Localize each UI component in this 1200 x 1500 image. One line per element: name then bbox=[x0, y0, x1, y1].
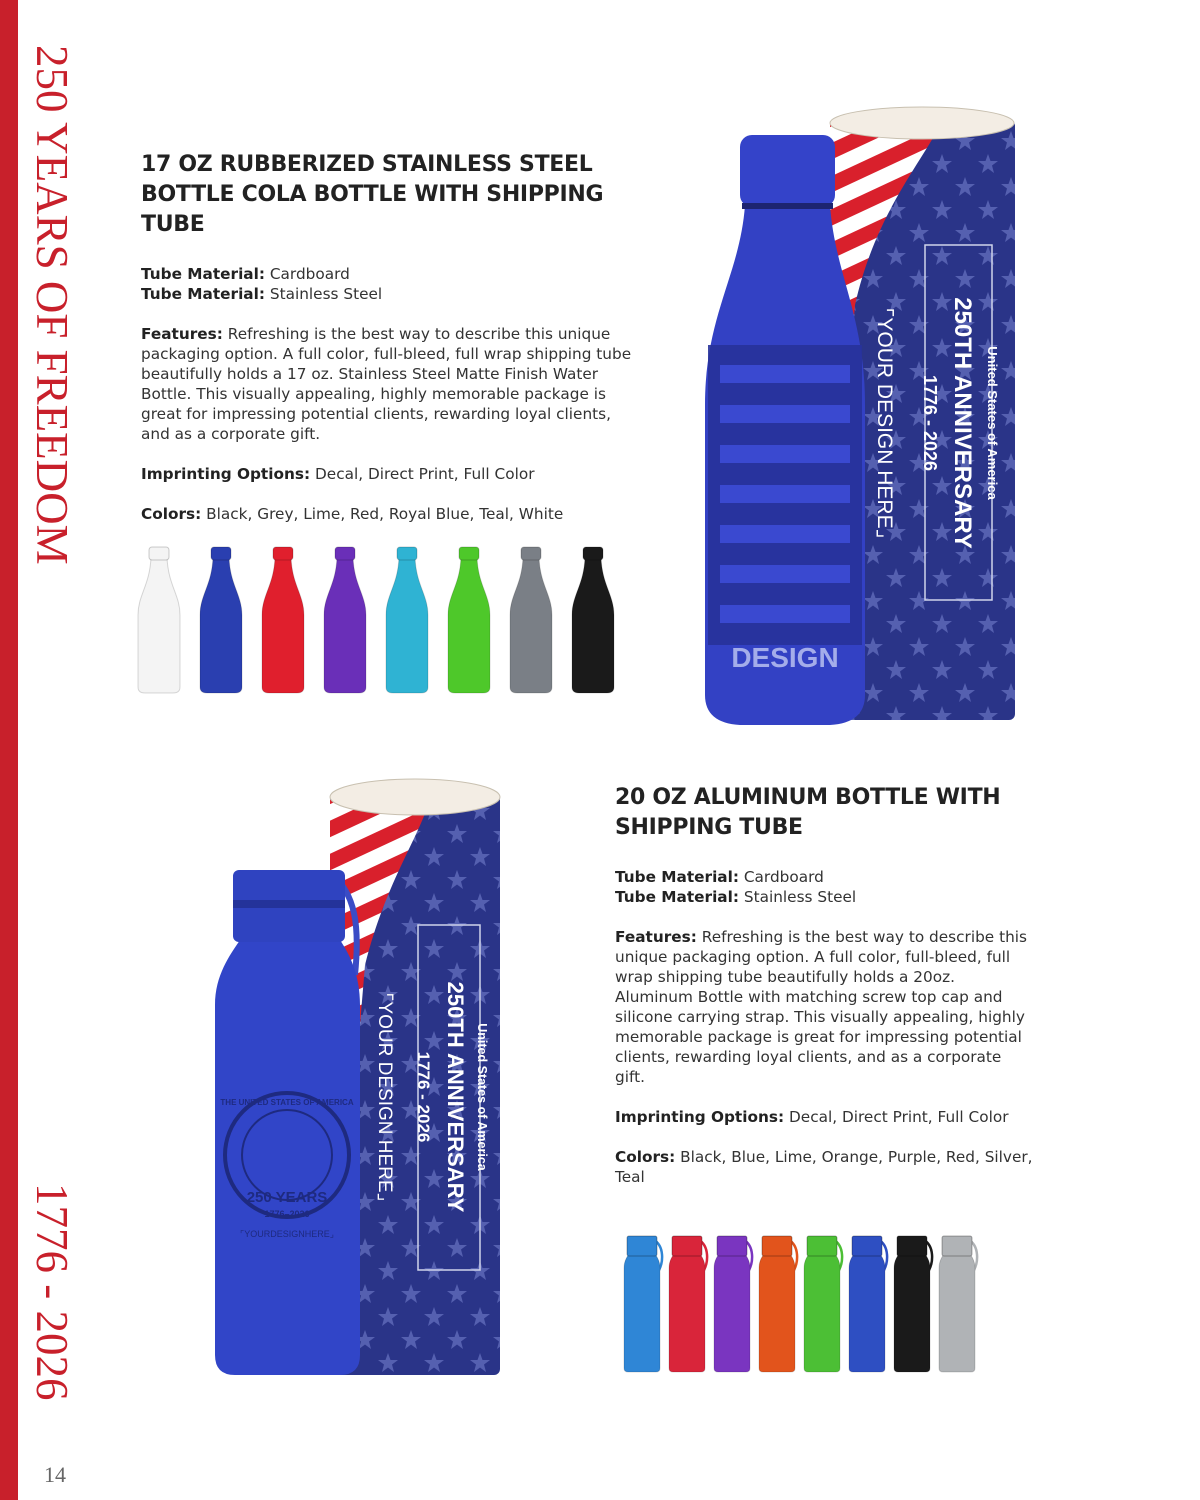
color-variant-bottle bbox=[620, 1232, 665, 1374]
colors-text: Black, Grey, Lime, Red, Royal Blue, Teal, White bbox=[206, 505, 564, 523]
features-label: Features: bbox=[615, 928, 697, 946]
seal-250-years: 250 YEARS bbox=[246, 1189, 328, 1206]
color-variant-bottle bbox=[128, 545, 190, 695]
product-1-description bbox=[141, 150, 641, 544]
product-2-description bbox=[615, 783, 1035, 1207]
color-variant-bottle bbox=[438, 545, 500, 695]
color-variant-bottle bbox=[710, 1232, 755, 1374]
features bbox=[615, 927, 1035, 1087]
product-1-image bbox=[700, 105, 1020, 730]
bottle-imprint: DESIGN bbox=[731, 642, 839, 673]
imprint-text: Decal, Direct Print, Full Color bbox=[789, 1108, 1009, 1126]
tube-text-your-design: ⌜YOUR DESIGN HERE⌟ bbox=[374, 992, 395, 1202]
tube-text-years: 1776 - 2026 bbox=[920, 374, 940, 472]
color-variants-row bbox=[128, 545, 624, 695]
color-variant-bottle bbox=[890, 1232, 935, 1374]
seal-years: 1776–2026 bbox=[264, 1209, 310, 1219]
colors-text: Black, Blue, Lime, Orange, Purple, Red, Silver, Teal bbox=[615, 1148, 1033, 1186]
bottle-cap bbox=[740, 135, 835, 207]
tube-text-country: United States of America bbox=[985, 346, 1000, 500]
page-number: 14 bbox=[44, 1462, 66, 1487]
color-variant-bottle bbox=[665, 1232, 710, 1374]
color-variant-bottle bbox=[314, 545, 376, 695]
colors-label: Colors: bbox=[141, 505, 202, 523]
tube-text-country: United States of America bbox=[475, 1023, 489, 1171]
tube-text-years: 1776 - 2026 bbox=[414, 1051, 433, 1143]
seal-top-text: THE UNITED STATES OF AMERICA bbox=[220, 1098, 354, 1107]
seal-your-design: ⌜YOURDESIGNHERE⌟ bbox=[240, 1229, 334, 1239]
tube-text-anniversary: 250TH ANNIVERSARY bbox=[443, 981, 468, 1213]
imprint-label: Imprinting Options: bbox=[615, 1108, 785, 1126]
sidebar-red-bar bbox=[0, 0, 18, 1500]
material-label: Tube Material: bbox=[615, 888, 739, 906]
material-label: Tube Material: bbox=[141, 285, 265, 303]
material-value: Cardboard bbox=[269, 265, 350, 283]
tube-text-anniversary: 250TH ANNIVERSARY bbox=[949, 297, 976, 549]
features bbox=[141, 324, 641, 444]
features-label: Features: bbox=[141, 325, 223, 343]
materials bbox=[615, 867, 1035, 907]
material-value: Cardboard bbox=[743, 868, 824, 886]
features-text: Refreshing is the best way to describe this unique packaging option. A full color, full-bleed, full wrap shipping tube beautifully holds a 20oz. Aluminum Bottle with matching screw top cap and silicone carrying strap. This visually appealing, highly memorable package is great for impressing potential clients, rewarding loyal clients, and as a corporate gift. bbox=[615, 928, 1027, 1086]
colors bbox=[615, 1147, 1035, 1187]
color-variant-bottle bbox=[190, 545, 252, 695]
color-variant-bottle bbox=[562, 545, 624, 695]
color-variants-row bbox=[620, 1232, 980, 1374]
imprinting-options bbox=[141, 464, 641, 484]
material-value: Stainless Steel bbox=[743, 888, 857, 906]
color-variant-bottle bbox=[845, 1232, 890, 1374]
material-label: Tube Material: bbox=[615, 868, 739, 886]
tube-text-your-design: ⌜YOUR DESIGN HERE⌟ bbox=[873, 307, 896, 539]
colors-label: Colors: bbox=[615, 1148, 676, 1166]
product-2-image bbox=[215, 775, 505, 1380]
product-title: 17 OZ RUBBERIZED STAINLESS STEEL BOTTLE COLA BOTTLE WITH SHIPPING TUBE bbox=[141, 152, 604, 237]
features-text: Refreshing is the best way to describe this unique packaging option. A full color, full-bleed, full wrap shipping tube beautifully holds a 17 oz. Stainless Steel Matte Finish Water Bottle. This visually appealing, highly memorable package is great for impressing potential clients, rewarding loyal clients, and as a corporate gift. bbox=[141, 325, 632, 443]
imprinting-options bbox=[615, 1107, 1035, 1127]
color-variant-bottle bbox=[935, 1232, 980, 1374]
material-value: Stainless Steel bbox=[269, 285, 383, 303]
imprint-text: Decal, Direct Print, Full Color bbox=[315, 465, 535, 483]
materials bbox=[141, 264, 641, 304]
product-title: 20 OZ ALUMINUM BOTTLE WITH SHIPPING TUBE bbox=[615, 785, 1001, 840]
color-variant-bottle bbox=[252, 545, 314, 695]
color-variant-bottle bbox=[500, 545, 562, 695]
imprint-label: Imprinting Options: bbox=[141, 465, 311, 483]
material-label: Tube Material: bbox=[141, 265, 265, 283]
aluminum-bottle bbox=[215, 870, 360, 1375]
color-variant-bottle bbox=[376, 545, 438, 695]
sidebar-title: 250 YEARS OF FREEDOM bbox=[27, 45, 77, 565]
color-variant-bottle bbox=[800, 1232, 845, 1374]
sidebar-years: 1776 - 2026 bbox=[27, 1183, 77, 1401]
color-variant-bottle bbox=[755, 1232, 800, 1374]
colors bbox=[141, 504, 641, 524]
